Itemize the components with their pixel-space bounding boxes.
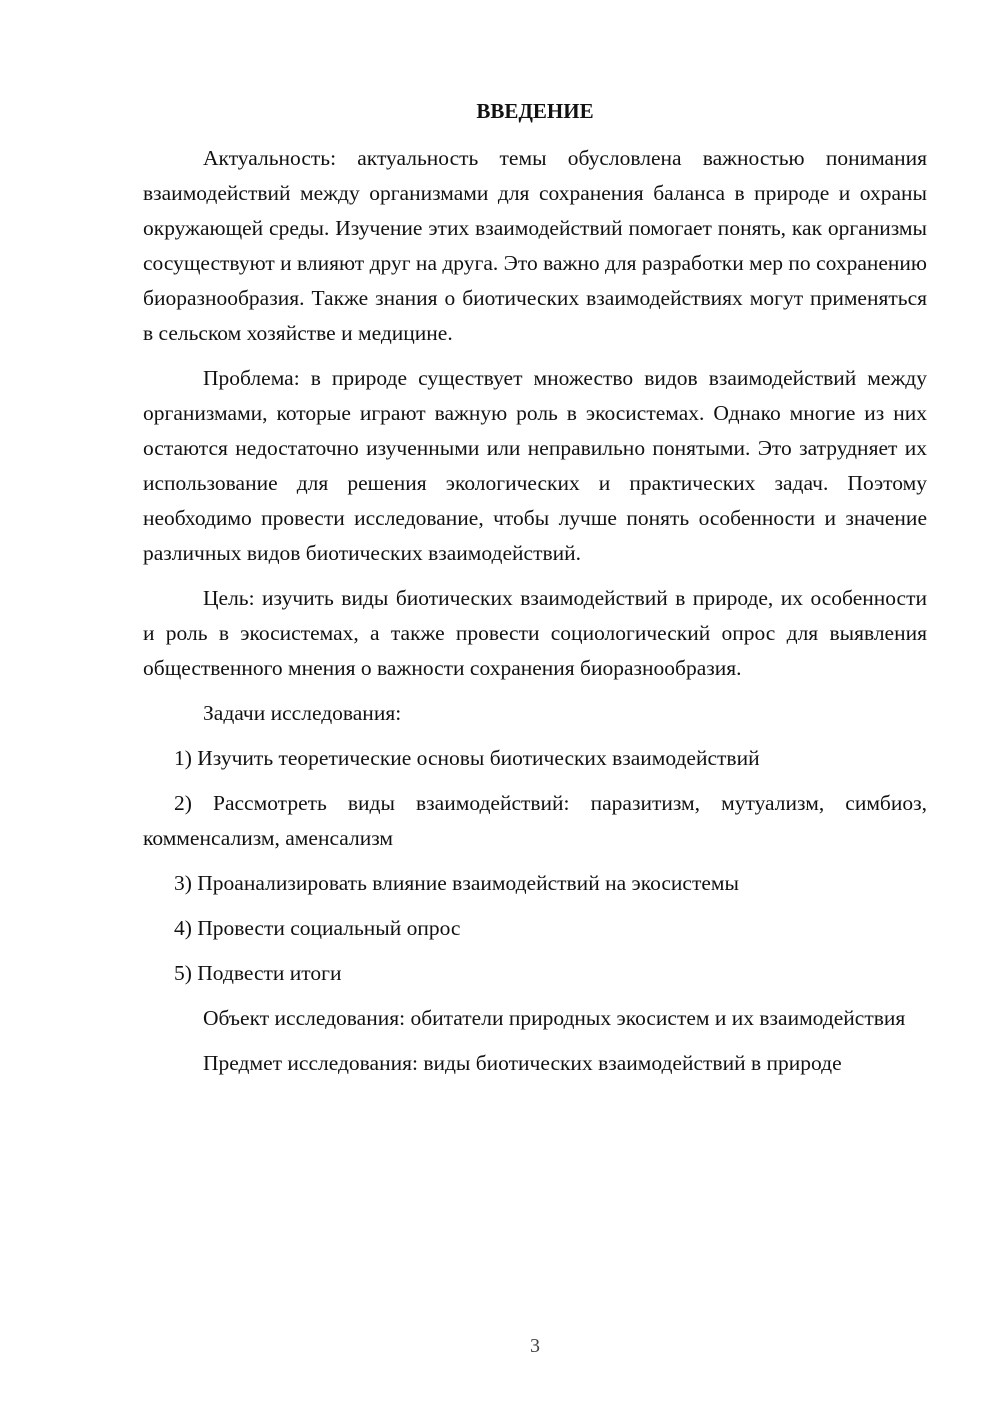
- research-subject-paragraph: Предмет исследования: виды биотических взаимодействий в природе: [203, 1051, 842, 1075]
- list-item: 3) Проанализировать влияние взаимодействий на экосистемы: [174, 871, 739, 895]
- tasks-list: [143, 741, 927, 991]
- list-item: 5) Подвести итоги: [174, 961, 342, 985]
- section-title: ВВЕДЕНИЕ: [476, 99, 594, 123]
- problem-paragraph: Проблема: в природе существует множество видов взаимодействий между организмами, которые играют важную роль в экосистемах. Однако многие из них остаются недостаточно изученными или неправильно понятыми. Это затрудняет их использование для решения экологических и практических задач. Поэтому необходимо провести исследование, чтобы лучше понять особенности и значение различных видов биотических взаимодействий.: [143, 366, 927, 565]
- page-number: 3: [530, 1335, 540, 1357]
- research-object-paragraph: Объект исследования: обитатели природных экосистем и их взаимодействия: [203, 1006, 906, 1030]
- page-content: [143, 98, 927, 1091]
- relevance-paragraph: Актуальность: актуальность темы обусловлена важностью понимания взаимодействий между организмами для сохранения баланса в природе и охраны окружающей среды. Изучение этих взаимодействий помогает понять, как организмы сосуществуют и влияют друг на друга. Это важно для разработки мер по сохранению биоразнообразия. Также знания о биотических взаимодействиях могут применяться в сельском хозяйстве и медицине.: [143, 146, 927, 345]
- list-item: 4) Провести социальный опрос: [174, 916, 461, 940]
- list-item: 2) Рассмотреть виды взаимодействий: паразитизм, мутуализм, симбиоз, комменсализм, аменсализм: [143, 791, 927, 850]
- goal-paragraph: Цель: изучить виды биотических взаимодействий в природе, их особенности и роль в экосистемах, а также провести социологический опрос для выявления общественного мнения о важности сохранения биоразнообразия.: [143, 586, 927, 680]
- tasks-heading: Задачи исследования:: [203, 701, 402, 725]
- list-item: 1) Изучить теоретические основы биотических взаимодействий: [174, 746, 760, 770]
